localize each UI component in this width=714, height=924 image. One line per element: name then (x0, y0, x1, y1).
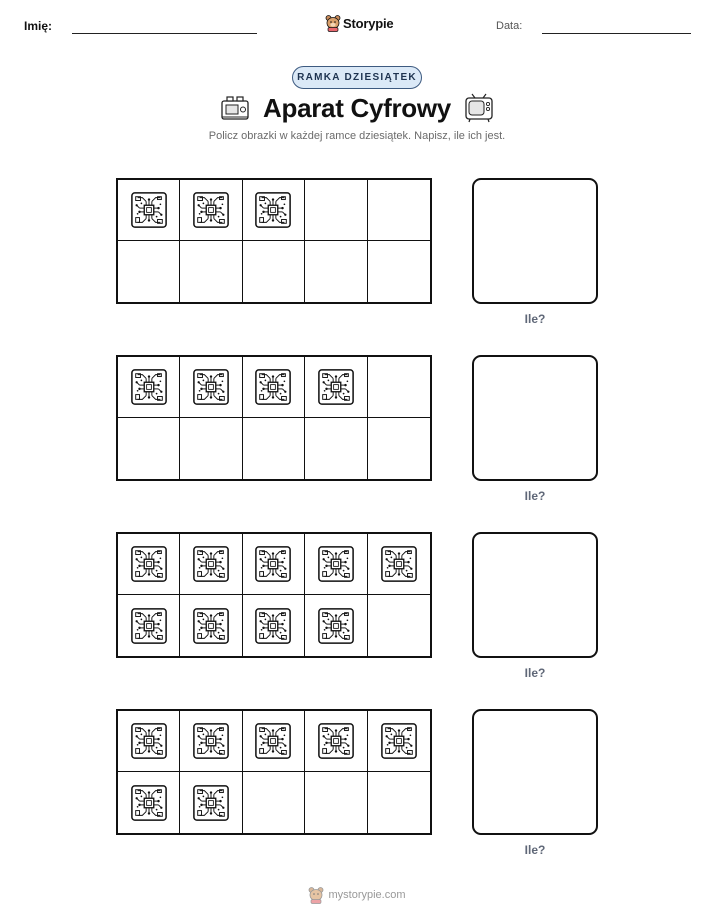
circuit-chip-icon (254, 607, 292, 645)
frame-cell (368, 595, 430, 656)
frame-cell (180, 418, 242, 479)
ten-frame (116, 355, 432, 481)
circuit-chip-icon (192, 722, 230, 760)
frame-cell (243, 418, 305, 479)
frame-cell (305, 711, 367, 772)
answer-label: Ile? (524, 312, 546, 326)
circuit-chip-icon (317, 545, 355, 583)
page-title: Aparat Cyfrowy (263, 92, 451, 123)
frame-cell (118, 241, 180, 302)
frame-cell (368, 534, 430, 595)
frame-cell (243, 180, 305, 241)
circuit-chip-icon (380, 722, 418, 760)
frame-cell (305, 595, 367, 656)
circuit-chip-icon (130, 784, 168, 822)
frame-cell (305, 534, 367, 595)
circuit-chip-icon (317, 722, 355, 760)
answer-label: Ile? (524, 666, 546, 680)
circuit-chip-icon (130, 545, 168, 583)
frame-cell (118, 772, 180, 833)
frame-cell (243, 534, 305, 595)
frame-cell (243, 772, 305, 833)
frame-cell (180, 534, 242, 595)
frame-cell (305, 418, 367, 479)
bear-mascot-icon (308, 886, 324, 904)
frame-cell (118, 418, 180, 479)
instructions: Policz obrazki w każdej ramce dziesiątek. Napisz, ile ich jest. (208, 130, 506, 142)
frame-cell (118, 534, 180, 595)
circuit-chip-icon (192, 784, 230, 822)
ten-frame (116, 178, 432, 304)
date-line[interactable] (542, 33, 691, 34)
name-label: Imię: (24, 19, 53, 33)
answer-box[interactable] (472, 355, 598, 481)
frame-cell (180, 180, 242, 241)
brand-name: Storypie (343, 15, 394, 31)
frame-cell (305, 180, 367, 241)
circuit-chip-icon (192, 607, 230, 645)
frame-cell (118, 711, 180, 772)
frame-cell (368, 357, 430, 418)
circuit-chip-icon (130, 607, 168, 645)
circuit-chip-icon (254, 368, 292, 406)
circuit-chip-icon (130, 191, 168, 229)
answer-label: Ile? (524, 843, 546, 857)
frame-cell (305, 357, 367, 418)
footer-url: mystorypie.com (328, 889, 406, 901)
circuit-chip-icon (254, 545, 292, 583)
frame-cell (305, 241, 367, 302)
circuit-chip-icon (254, 722, 292, 760)
frame-cell (118, 357, 180, 418)
circuit-chip-icon (317, 368, 355, 406)
frame-cell (180, 357, 242, 418)
frame-cell (243, 595, 305, 656)
frame-cell (118, 595, 180, 656)
answer-label: Ile? (524, 489, 546, 503)
footer (0, 883, 714, 907)
ten-frame (116, 709, 432, 835)
frame-cell (180, 772, 242, 833)
frame-cell (243, 711, 305, 772)
answer-box[interactable] (472, 709, 598, 835)
frame-cell (305, 772, 367, 833)
ten-frame (116, 532, 432, 658)
circuit-chip-icon (192, 191, 230, 229)
circuit-chip-icon (130, 722, 168, 760)
circuit-chip-icon (380, 545, 418, 583)
frame-cell (180, 241, 242, 302)
frame-cell (180, 711, 242, 772)
battery-charger-icon (219, 93, 251, 123)
circuit-chip-icon (317, 607, 355, 645)
frame-cell (118, 180, 180, 241)
circuit-chip-icon (192, 545, 230, 583)
worksheet-type-badge: RAMKA DZIESIĄTEK (292, 66, 422, 89)
frame-cell (243, 357, 305, 418)
brand-logo (325, 13, 393, 33)
date-label: Data: (496, 20, 523, 32)
frame-cell (368, 772, 430, 833)
circuit-chip-icon (192, 368, 230, 406)
frame-cell (368, 180, 430, 241)
circuit-chip-icon (254, 191, 292, 229)
name-line[interactable] (72, 33, 257, 34)
bear-mascot-icon (325, 14, 341, 32)
retro-tv-icon (463, 93, 495, 123)
frame-cell (368, 241, 430, 302)
answer-box[interactable] (472, 532, 598, 658)
frame-cell (368, 711, 430, 772)
frame-cell (243, 241, 305, 302)
answer-box[interactable] (472, 178, 598, 304)
circuit-chip-icon (130, 368, 168, 406)
frame-cell (180, 595, 242, 656)
frame-cell (368, 418, 430, 479)
